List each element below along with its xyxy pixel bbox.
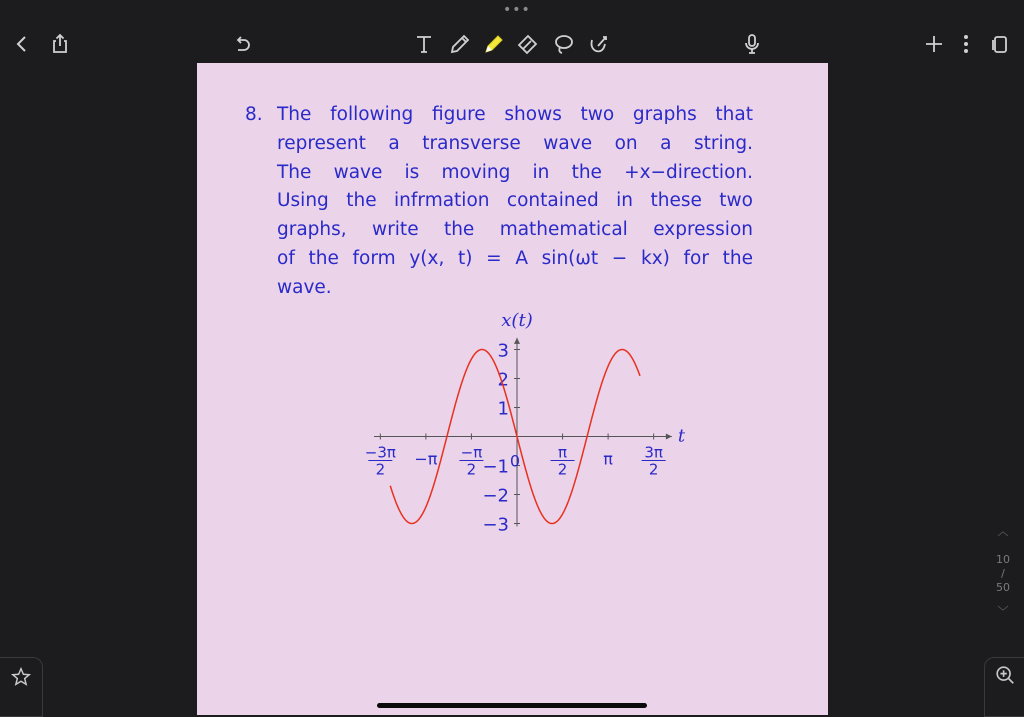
x-tick-denominator: 2 [466, 460, 477, 479]
add-icon[interactable] [920, 30, 948, 58]
star-icon[interactable] [10, 666, 32, 688]
pages-icon[interactable] [986, 30, 1014, 58]
x-tick-label: π [603, 449, 613, 469]
pen-icon[interactable] [446, 30, 474, 58]
page-navigator [988, 525, 1018, 625]
y-tick-label: −2 [482, 485, 509, 507]
question-line: The wave is moving in the +x−direction. [277, 161, 753, 183]
page-down-icon[interactable]: ﹀ [997, 605, 1009, 618]
y-tick-label: 3 [497, 340, 509, 362]
page-total: 50 [996, 581, 1010, 594]
x-axis-arrow [666, 434, 672, 440]
favorite-panel [0, 657, 43, 717]
page-up-icon[interactable]: ︿ [997, 525, 1009, 538]
top-toolbar [0, 0, 1024, 62]
page-current: 10 [996, 553, 1010, 566]
x-tick-label: −3π [364, 443, 396, 462]
y-tick-label: −1 [482, 456, 509, 478]
origin-label: 0 [509, 451, 521, 471]
undo-icon[interactable] [228, 30, 256, 58]
x-tick-denominator: 2 [557, 460, 568, 479]
notebook-page[interactable] [197, 63, 828, 715]
share-icon[interactable] [46, 30, 74, 58]
x-tick-label: −π [414, 449, 438, 469]
x-tick-label: π [558, 443, 568, 462]
x-tick-denominator: 2 [648, 460, 659, 479]
more-dots[interactable]: ••• [503, 2, 531, 18]
y-tick-label: 2 [497, 369, 509, 391]
home-indicator [377, 703, 647, 708]
microphone-icon[interactable] [738, 30, 766, 58]
y-axis-label: x(t) [501, 309, 533, 331]
text-tool-icon[interactable] [410, 30, 438, 58]
question-line: wave. [277, 276, 332, 298]
lasso-icon[interactable] [550, 30, 578, 58]
wave-chart [197, 63, 828, 715]
more-vertical-icon[interactable] [952, 30, 980, 58]
x-tick-label: −π [460, 443, 483, 462]
question-number: 8. [245, 104, 263, 125]
y-tick-label: 1 [497, 398, 509, 420]
question-line: represent a transverse wave on a string. [277, 132, 753, 154]
back-icon[interactable] [8, 30, 36, 58]
question-line: The following figure shows two graphs that [277, 104, 753, 125]
zoom-panel [984, 657, 1024, 717]
highlighter-icon[interactable] [480, 30, 508, 58]
zoom-in-icon[interactable] [994, 664, 1016, 686]
page-separator: / [1001, 567, 1005, 580]
shapes-icon[interactable] [584, 30, 612, 58]
x-axis-label: t [677, 425, 686, 447]
y-tick-label: −3 [482, 514, 509, 536]
eraser-icon[interactable] [514, 30, 542, 58]
x-tick-denominator: 2 [375, 460, 386, 479]
x-tick-label: 3π [644, 443, 663, 462]
y-axis-arrow [514, 338, 520, 344]
question-line: of the form y(x, t) = A sin(ωt − kx) for the [277, 247, 753, 269]
question-line: graphs, write the mathematical expression [277, 219, 753, 241]
question-line: Using the infrmation contained in these two [277, 190, 753, 212]
